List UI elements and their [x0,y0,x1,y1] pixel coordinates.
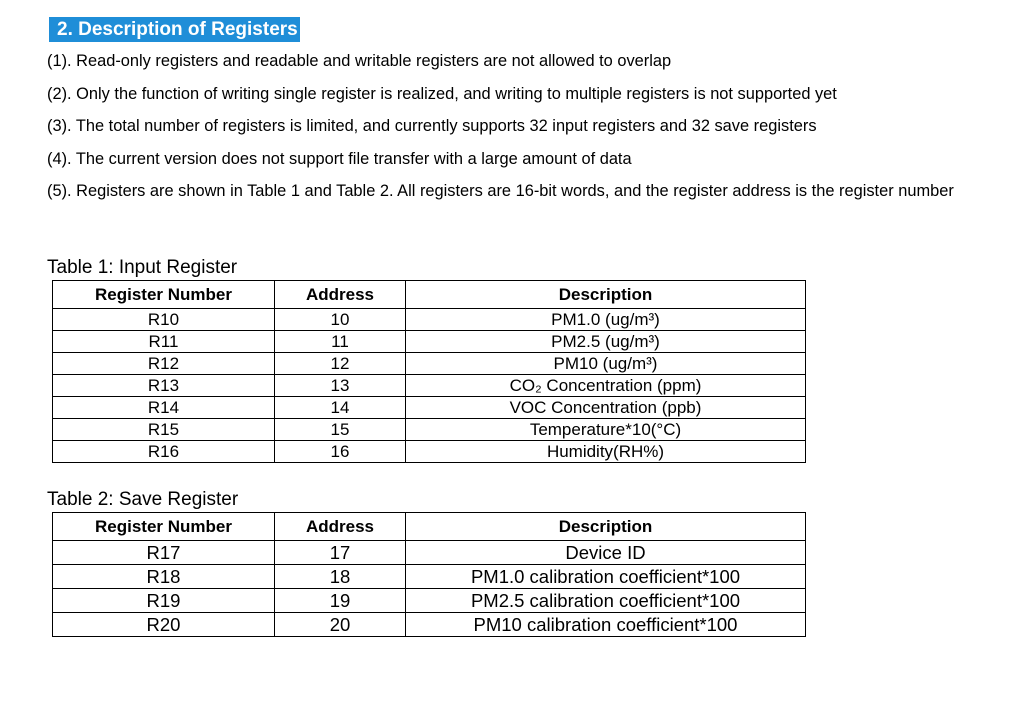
table-header-row [53,281,806,309]
description-cell: Device ID [406,541,806,565]
column-header-register-number: Register Number [53,281,275,309]
input-register-table [52,280,806,463]
register-number-cell: R15 [53,419,275,441]
address-cell: 18 [275,565,406,589]
register-number-cell: R11 [53,331,275,353]
register-number-cell: R12 [53,353,275,375]
table-row [53,565,806,589]
register-number-cell: R14 [53,397,275,419]
table-2-caption: Table 2: Save Register [47,489,239,510]
register-number-cell: R20 [53,613,275,637]
description-cell: VOC Concentration (ppb) [406,397,806,419]
note-4: (4). The current version does not support file transfer with a large amount of data [47,150,632,168]
table-row [53,397,806,419]
description-cell: Temperature*10(°C) [406,419,806,441]
description-cell: PM10 calibration coefficient*100 [406,613,806,637]
address-cell: 16 [275,441,406,463]
address-cell: 14 [275,397,406,419]
table-row [53,375,806,397]
note-2: (2). Only the function of writing single register is realized, and writing to multiple registers is not supported yet [47,85,837,103]
table-1-caption: Table 1: Input Register [47,257,238,278]
column-header-register-number: Register Number [53,513,275,541]
table-header-row [53,513,806,541]
description-cell: PM2.5 calibration coefficient*100 [406,589,806,613]
description-cell: PM2.5 (ug/m³) [406,331,806,353]
table-row [53,419,806,441]
address-cell: 11 [275,331,406,353]
column-header-description: Description [406,513,806,541]
register-number-cell: R18 [53,565,275,589]
address-cell: 17 [275,541,406,565]
register-number-cell: R19 [53,589,275,613]
description-cell: PM1.0 (ug/m³) [406,309,806,331]
table-row [53,589,806,613]
register-number-cell: R13 [53,375,275,397]
description-cell: CO₂ Concentration (ppm) [406,375,806,397]
section-heading: 2. Description of Registers [49,17,300,42]
table-row [53,613,806,637]
note-5: (5). Registers are shown in Table 1 and Table 2. All registers are 16-bit words, and the register address is the register number [47,182,954,200]
table-row [53,441,806,463]
note-3: (3). The total number of registers is limited, and currently supports 32 input registers and 32 save registers [47,117,817,135]
description-cell: Humidity(RH%) [406,441,806,463]
register-number-cell: R16 [53,441,275,463]
column-header-address: Address [275,281,406,309]
table-row [53,541,806,565]
register-number-cell: R17 [53,541,275,565]
save-register-table [52,512,806,637]
column-header-address: Address [275,513,406,541]
description-cell: PM1.0 calibration coefficient*100 [406,565,806,589]
address-cell: 19 [275,589,406,613]
address-cell: 12 [275,353,406,375]
table-row [53,353,806,375]
register-number-cell: R10 [53,309,275,331]
address-cell: 10 [275,309,406,331]
table-row [53,309,806,331]
table-row [53,331,806,353]
column-header-description: Description [406,281,806,309]
note-1: (1). Read-only registers and readable and writable registers are not allowed to overlap [47,52,672,70]
address-cell: 20 [275,613,406,637]
address-cell: 13 [275,375,406,397]
description-cell: PM10 (ug/m³) [406,353,806,375]
address-cell: 15 [275,419,406,441]
